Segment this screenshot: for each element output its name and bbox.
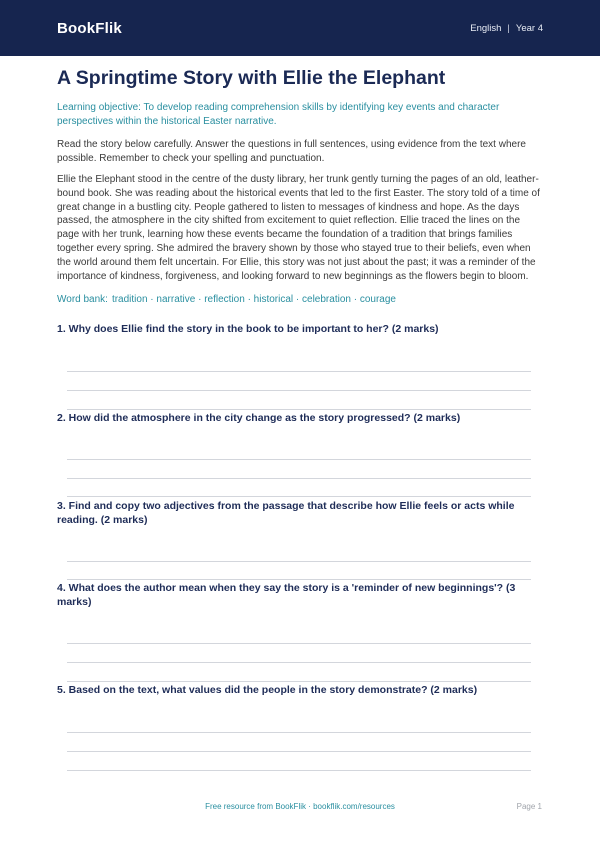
question-5: 5. Based on the text, what values did the people in the story demonstrate? (2 marks): [57, 684, 478, 696]
worksheet-body: [57, 64, 543, 306]
answer-line[interactable]: [67, 732, 531, 733]
question-1: 1. Why does Ellie find the story in the book to be important to her? (2 marks): [57, 323, 439, 335]
page-title: A Springtime Story with Ellie the Elephant: [57, 67, 446, 89]
word-bank-words: tradition · narrative · reflection · historical · celebration · courage: [111, 294, 396, 306]
answer-line[interactable]: [67, 409, 531, 410]
answer-line[interactable]: [67, 681, 531, 682]
answer-line[interactable]: [67, 770, 531, 771]
page-footer: [0, 802, 600, 816]
question-4: 4. What does the author mean when they say the story is a 'reminder of new beginnings'? (3 marks): [57, 582, 516, 608]
answer-line[interactable]: [67, 751, 531, 752]
question-2: 2. How did the atmosphere in the city change as the story progressed? (2 marks): [57, 412, 461, 424]
answer-line[interactable]: [67, 371, 531, 372]
answer-line[interactable]: [67, 459, 531, 460]
subject-label: English: [470, 22, 502, 34]
answer-line[interactable]: [67, 579, 531, 580]
answer-line[interactable]: [67, 662, 531, 663]
learning-objective: Learning objective: To develop reading comprehension skills by identifying key events and character perspectives within the historical Easter narrative.: [57, 102, 500, 127]
meta-separator: |: [507, 22, 510, 34]
answer-line[interactable]: [67, 478, 531, 479]
header-meta: [470, 23, 543, 34]
answer-line[interactable]: [67, 496, 531, 497]
page-number: Page 1: [516, 802, 542, 811]
instructions: Read the story below carefully. Answer the questions in full sentences, using evidence from the text where possible. Remember to check your spelling and punctuation.: [57, 139, 526, 164]
question-3: 3. Find and copy two adjectives from the passage that describe how Ellie feels or acts while reading. (2 marks): [57, 500, 515, 526]
word-bank-label: Word bank:: [57, 294, 108, 306]
story-passage: Ellie the Elephant stood in the centre of the dusty library, her trunk gently turning the pages of an old, leather-bound book. She was reading about the historical events that led to the first Easter. The story told of a time of great change in a bustling city. People gathered to listen to messages of kindness and hope. As the days passed, the atmosphere in the city shifted from excitement to quiet reflection. Ellie traced the lines on the page with her trunk, learning how these events became the foundation of a tradition that brings families together every spring. She admired the bravery shown by those who stayed true to their beliefs, even when the world around them felt uncertain. For Ellie, this story was not just about the past; it was a reminder of the importance of kindness, forgiveness, and looking forward to new beginnings as the flowers begin to bloom.: [57, 174, 540, 282]
answer-line[interactable]: [67, 390, 531, 391]
word-bank: [57, 293, 543, 306]
header-bar: [0, 0, 600, 56]
year-label: Year 4: [515, 22, 543, 34]
brand-logo: BookFlik: [57, 19, 122, 37]
answer-line[interactable]: [67, 643, 531, 644]
answer-line[interactable]: [67, 561, 531, 562]
footer-credit-link[interactable]: Free resource from BookFlik · bookflik.com/resources: [205, 802, 395, 811]
